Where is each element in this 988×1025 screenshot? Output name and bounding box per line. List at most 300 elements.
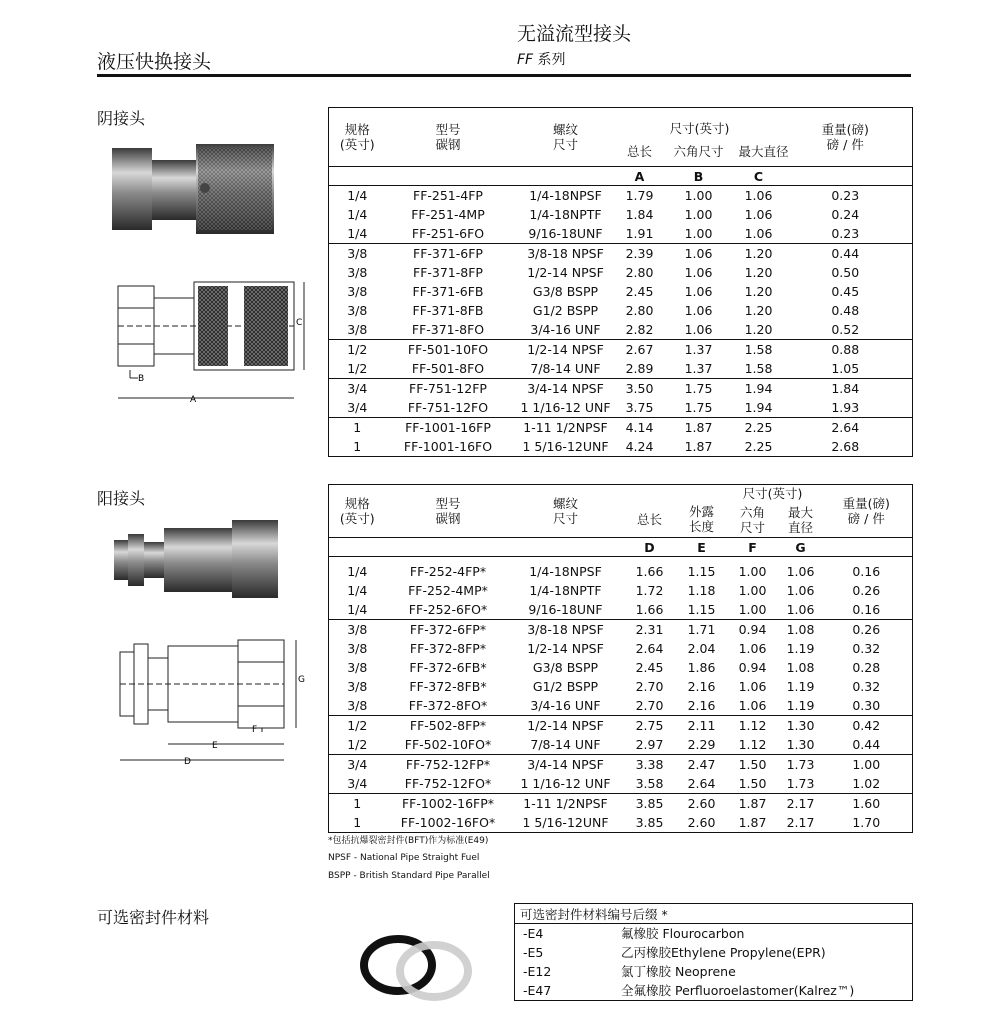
- seal-code: -E47: [523, 983, 552, 998]
- table-cell: 2.16: [687, 679, 716, 694]
- table-cell: 1/2: [347, 737, 368, 752]
- m-hdr-maxdia-2: 直径: [788, 519, 814, 535]
- table-cell: 1.75: [659, 379, 739, 399]
- female-section-label: 阴接头: [97, 109, 146, 128]
- table-cell: 7/8-14 UNF: [530, 737, 601, 752]
- table-cell: FF-251-6FO: [411, 226, 485, 241]
- table-cell: FF-1001-16FP: [386, 418, 511, 438]
- m-letter-row: [329, 538, 913, 557]
- table-cell: FF-1001-16FO: [403, 439, 493, 454]
- seal-code: -E12: [523, 964, 552, 979]
- table-cell: 0.26: [852, 583, 881, 598]
- table-cell: 1.06: [738, 641, 767, 656]
- table-cell: 1.20: [744, 303, 773, 318]
- table-cell: FF-372-6FP*: [386, 620, 511, 640]
- table-cell: 1.20: [744, 322, 773, 337]
- table-row: [329, 205, 913, 224]
- table-cell: 4.14: [621, 418, 659, 438]
- table-row: [329, 581, 913, 600]
- hdr-maxdia: 最大直径: [738, 143, 789, 159]
- table-cell: 1/2-14 NPSF: [527, 641, 604, 656]
- table-cell: 1.00: [738, 583, 767, 598]
- table-cell: 1 5/16-12UNF: [522, 815, 609, 830]
- table-cell: 0.94: [738, 660, 767, 675]
- table-cell: 1.06: [738, 698, 767, 713]
- table-cell: 1.50: [725, 755, 781, 775]
- table-cell: 1.00: [738, 602, 767, 617]
- seal-code: -E5: [523, 945, 544, 960]
- table-row: [329, 301, 913, 320]
- table-row: [329, 340, 913, 360]
- hdr-model-2: 碳钢: [435, 137, 461, 152]
- table-cell: 2.97: [635, 737, 664, 752]
- table-cell: 7/8-14 UNF: [530, 361, 601, 376]
- table-row: [329, 398, 913, 418]
- table-cell: 1.06: [786, 583, 815, 598]
- table-cell: 3.58: [635, 776, 664, 791]
- table-cell: 3/8-18 NPSF: [511, 620, 621, 640]
- hdr-weight-2: 磅 / 件: [826, 137, 864, 152]
- table-cell: 0.30: [852, 698, 881, 713]
- header-rule: [97, 74, 911, 77]
- table-cell: 1.00: [684, 207, 713, 222]
- table-cell: 1.06: [786, 602, 815, 617]
- table-cell: 2.70: [635, 698, 664, 713]
- table-cell: 1.06: [659, 244, 739, 264]
- table-cell: 1.12: [738, 737, 767, 752]
- table-cell: 1.20: [744, 284, 773, 299]
- table-cell: 1.73: [781, 755, 821, 775]
- table-cell: FF-1002-16FO*: [400, 815, 496, 830]
- dim-label-b: B: [138, 374, 145, 384]
- table-cell: 1.19: [786, 679, 815, 694]
- table-cell: 3.75: [625, 400, 654, 415]
- m-hdr-size-2: (英寸): [339, 511, 375, 526]
- table-cell: 1.72: [635, 583, 664, 598]
- table-cell: FF-752-12FP*: [386, 755, 511, 775]
- table-cell: 2.64: [779, 418, 913, 438]
- table-cell: 3/8: [347, 322, 368, 337]
- table-row: [329, 620, 913, 640]
- table-cell: 0.52: [831, 322, 860, 337]
- seal-material: 氟橡胶 Flourocarbon: [621, 926, 745, 941]
- hdr-dims-group: 尺寸(英寸): [669, 121, 730, 137]
- table-cell: 0.32: [852, 679, 881, 694]
- table-cell: 1.84: [779, 379, 913, 399]
- table-cell: 1/2: [329, 716, 386, 736]
- table-cell: 3/4: [329, 379, 386, 399]
- table-cell: 1.37: [659, 340, 739, 360]
- m-hdr-hex-1: 六角: [739, 504, 765, 520]
- table-cell: 2.47: [679, 755, 725, 775]
- table-cell: 1.06: [684, 322, 713, 337]
- table-cell: 0.45: [831, 284, 860, 299]
- letter-e: E: [679, 538, 725, 557]
- table-cell: 0.23: [831, 226, 860, 241]
- m-hdr-thread-2: 尺寸: [552, 511, 578, 526]
- m-hdr-exposed-1: 外露: [688, 504, 714, 519]
- table-cell: 3/8: [347, 641, 368, 656]
- female-dimension-drawing: [108, 278, 318, 408]
- m-hdr-weight-1: 重量(磅): [842, 496, 890, 511]
- table-cell: 0.16: [852, 564, 881, 579]
- table-cell: 1/4: [347, 583, 368, 598]
- table-cell: 0.24: [831, 207, 860, 222]
- table-cell: 3/4-16 UNF: [530, 322, 601, 337]
- table-cell: 1.06: [684, 265, 713, 280]
- table-cell: 2.11: [679, 716, 725, 736]
- table-cell: FF-251-4FP: [413, 188, 483, 203]
- table-cell: 1/2-14 NPSF: [527, 265, 604, 280]
- letter-b: B: [659, 167, 739, 186]
- male-spec-table: [328, 484, 913, 833]
- table-cell: 2.67: [621, 340, 659, 360]
- table-cell: 1/4-18NPTF: [529, 207, 602, 222]
- table-cell: 3/8-18 NPSF: [511, 244, 621, 264]
- table-cell: 3/8: [347, 265, 368, 280]
- table-cell: 0.28: [852, 660, 881, 675]
- table-cell: FF-502-8FP*: [386, 716, 511, 736]
- seal-row: [515, 981, 912, 1000]
- seal-suffix-table: [514, 903, 913, 1001]
- table-cell: 1 1/16-12 UNF: [520, 400, 611, 415]
- table-cell: 1.66: [635, 564, 664, 579]
- table-cell: 1/4: [347, 207, 368, 222]
- male-section-label: 阳接头: [97, 489, 146, 508]
- hdr-size-1: 规格: [344, 122, 370, 137]
- table-cell: G3/8 BSPP: [532, 660, 599, 675]
- table-cell: FF-372-8FO*: [408, 698, 488, 713]
- m-hdr-thread-1: 螺纹: [552, 496, 578, 511]
- table-cell: 1.73: [786, 776, 815, 791]
- table-cell: 1.94: [744, 400, 773, 415]
- table-cell: FF-251-4MP: [411, 207, 485, 222]
- seal-row: [515, 924, 912, 943]
- m-hdr-overall: 总长: [636, 512, 662, 527]
- table-row: [329, 677, 913, 696]
- hdr-model-1: 型号: [435, 122, 461, 137]
- table-cell: 0.23: [831, 188, 860, 203]
- table-cell: G3/8 BSPP: [532, 284, 599, 299]
- table-cell: 2.04: [687, 641, 716, 656]
- table-cell: 1.37: [684, 361, 713, 376]
- table-cell: 0.44: [852, 737, 881, 752]
- letter-d: D: [621, 538, 679, 557]
- table-row: [329, 320, 913, 340]
- m-hdr-hex-2: 尺寸: [739, 519, 765, 535]
- table-cell: 1.66: [635, 602, 664, 617]
- table-row: [329, 774, 913, 794]
- table-cell: G1/2 BSPP: [532, 679, 599, 694]
- table-cell: G1/2 BSPP: [532, 303, 599, 318]
- table-cell: 1/4: [347, 188, 368, 203]
- table-cell: 1-11 1/2NPSF: [511, 418, 621, 438]
- letter-c: C: [739, 167, 779, 186]
- table-cell: 1.05: [831, 361, 860, 376]
- table-cell: 0.94: [725, 620, 781, 640]
- table-cell: FF-371-6FP: [386, 244, 511, 264]
- table-row: [329, 282, 913, 301]
- table-cell: 3/4: [347, 776, 368, 791]
- hdr-hex: 六角尺寸: [673, 143, 724, 159]
- table-cell: 9/16-18UNF: [528, 602, 603, 617]
- table-row: [329, 244, 913, 264]
- table-cell: 1.02: [852, 776, 881, 791]
- table-row: [329, 658, 913, 677]
- table-cell: 2.17: [786, 815, 815, 830]
- table-cell: FF-372-8FP*: [409, 641, 487, 656]
- table-cell: FF-252-6FO*: [408, 602, 488, 617]
- table-cell: 1/2-14 NPSF: [511, 340, 621, 360]
- table-cell: 3.85: [635, 815, 664, 830]
- table-cell: 1.06: [744, 226, 773, 241]
- table-cell: 1/2: [347, 361, 368, 376]
- table-cell: 3/4-16 UNF: [530, 698, 601, 713]
- hdr-overall: 总长: [626, 143, 652, 159]
- table-cell: 1.18: [687, 583, 716, 598]
- table-row: [329, 263, 913, 282]
- table-cell: FF-371-8FB: [412, 303, 484, 318]
- dim-label-f: F: [252, 725, 258, 735]
- table-row: [329, 755, 913, 775]
- dim-label-c: C: [296, 318, 303, 328]
- table-cell: 3/8: [347, 303, 368, 318]
- letter-f: F: [725, 538, 781, 557]
- seal-rings-image: [358, 933, 478, 1003]
- table-cell: 1.58: [744, 361, 773, 376]
- table-cell: 1/4-18NPSF: [529, 564, 602, 579]
- table-cell: FF-501-8FO: [411, 361, 485, 376]
- table-cell: 3/8: [347, 660, 368, 675]
- table-cell: FF-502-10FO*: [404, 737, 492, 752]
- table-cell: 0.32: [852, 641, 881, 656]
- table-cell: 1/2-14 NPSF: [511, 716, 621, 736]
- series-label: [517, 49, 566, 69]
- table-cell: 1: [353, 439, 362, 454]
- table-row: [329, 437, 913, 457]
- table-cell: 3/8: [347, 679, 368, 694]
- table-cell: 2.60: [679, 794, 725, 814]
- page-title: 液压快换接头: [97, 51, 212, 73]
- table-cell: 1/4-18NPSF: [529, 188, 602, 203]
- table-cell: 2.25: [739, 418, 779, 438]
- table-cell: 1.70: [852, 815, 881, 830]
- m-hdr-size-1: 规格: [344, 496, 370, 511]
- table-cell: 2.29: [687, 737, 716, 752]
- table-cell: 1: [353, 815, 362, 830]
- table-cell: 1/2: [329, 340, 386, 360]
- hdr-thread-2: 尺寸: [552, 137, 578, 152]
- table-cell: FF-372-8FB*: [409, 679, 487, 694]
- table-cell: FF-372-6FB*: [409, 660, 487, 675]
- table-cell: 3/4: [347, 400, 368, 415]
- dim-label-a: A: [190, 395, 197, 405]
- table-cell: 0.26: [821, 620, 913, 640]
- table-cell: 1.06: [684, 284, 713, 299]
- table-cell: 3/8: [329, 244, 386, 264]
- seal-material: 乙丙橡胶Ethylene Propylene(EPR): [621, 945, 826, 960]
- table-cell: 1.79: [625, 188, 654, 203]
- table-row: [329, 224, 913, 244]
- table-cell: FF-252-4FP*: [409, 564, 487, 579]
- table-cell: 1.87: [725, 794, 781, 814]
- table-cell: 2.25: [744, 439, 773, 454]
- note-bft: *包括抗爆裂密封件(BFT)作为标准(E49): [328, 836, 489, 846]
- table-cell: FF-751-12FO: [407, 400, 489, 415]
- table-cell: 1/4: [347, 226, 368, 241]
- seal-section-label: 可选密封件材料: [97, 908, 210, 927]
- table-row: [329, 696, 913, 716]
- seal-material: 全氟橡胶 Perfluoroelastomer(Kalrez™): [621, 983, 855, 998]
- table-cell: FF-1002-16FP*: [386, 794, 511, 814]
- table-cell: 0.16: [852, 602, 881, 617]
- series-suffix: 系列: [533, 52, 566, 68]
- letter-row: [329, 167, 913, 186]
- table-cell: 2.64: [687, 776, 716, 791]
- table-row: [329, 186, 913, 206]
- table-cell: 4.24: [625, 439, 654, 454]
- table-cell: 1.00: [684, 226, 713, 241]
- table-row: [329, 639, 913, 658]
- table-cell: 1 1/16-12 UNF: [520, 776, 611, 791]
- table-cell: 3.85: [621, 794, 679, 814]
- table-cell: FF-752-12FO*: [404, 776, 492, 791]
- table-cell: 1.12: [725, 716, 781, 736]
- table-cell: 2.89: [625, 361, 654, 376]
- table-cell: 1 5/16-12UNF: [522, 439, 609, 454]
- table-cell: 1.30: [786, 737, 815, 752]
- table-cell: 1.20: [739, 244, 779, 264]
- table-cell: 1.86: [687, 660, 716, 675]
- product-title: 无溢流型接头: [517, 23, 632, 45]
- female-spec-table: [328, 107, 913, 457]
- table-cell: 1.30: [781, 716, 821, 736]
- table-cell: 1.00: [738, 564, 767, 579]
- table-row: [329, 359, 913, 379]
- table-cell: 2.75: [621, 716, 679, 736]
- table-cell: 1: [329, 794, 386, 814]
- m-hdr-weight-2: 磅 / 件: [847, 511, 885, 526]
- table-cell: 2.31: [621, 620, 679, 640]
- table-cell: 9/16-18UNF: [528, 226, 603, 241]
- table-cell: 1.06: [744, 207, 773, 222]
- table-cell: 2.70: [635, 679, 664, 694]
- table-cell: 1.75: [684, 400, 713, 415]
- m-hdr-model-1: 型号: [435, 496, 461, 511]
- seal-row: [515, 943, 912, 962]
- table-cell: 3/4-14 NPSF: [511, 379, 621, 399]
- table-cell: 1.87: [659, 418, 739, 438]
- table-cell: 0.50: [831, 265, 860, 280]
- table-cell: 2.68: [831, 439, 860, 454]
- table-cell: FF-371-8FP: [413, 265, 483, 280]
- table-cell: 1.94: [739, 379, 779, 399]
- table-cell: 1.06: [744, 188, 773, 203]
- table-row: [329, 813, 913, 833]
- dim-label-g: G: [298, 675, 305, 685]
- table-cell: 1/4: [347, 602, 368, 617]
- table-cell: 2.80: [625, 265, 654, 280]
- table-cell: 3/4: [329, 755, 386, 775]
- table-cell: 1.87: [684, 439, 713, 454]
- table-cell: 3.50: [621, 379, 659, 399]
- table-cell: 0.88: [779, 340, 913, 360]
- table-cell: 2.17: [781, 794, 821, 814]
- table-cell: FF-252-4MP*: [408, 583, 488, 598]
- table-cell: 1.00: [821, 755, 913, 775]
- table-cell: 1.19: [786, 641, 815, 656]
- table-cell: 1: [329, 418, 386, 438]
- table-cell: 1-11 1/2NPSF: [511, 794, 621, 814]
- table-cell: 1.06: [684, 303, 713, 318]
- table-cell: 0.44: [779, 244, 913, 264]
- table-cell: 3/8: [347, 698, 368, 713]
- hdr-thread-1: 螺纹: [552, 122, 578, 137]
- table-cell: FF-501-10FO: [386, 340, 511, 360]
- table-cell: 1.91: [625, 226, 654, 241]
- table-cell: 1/4: [347, 564, 368, 579]
- table-cell: 1.50: [738, 776, 767, 791]
- table-cell: 1.84: [625, 207, 654, 222]
- seal-table-title: 可选密封件材料编号后缀 *: [515, 904, 912, 924]
- table-cell: 1.87: [738, 815, 767, 830]
- table-cell: 0.42: [821, 716, 913, 736]
- table-cell: FF-371-8FO: [411, 322, 485, 337]
- table-cell: 2.45: [635, 660, 664, 675]
- m-hdr-maxdia-1: 最大: [788, 504, 814, 520]
- table-row: [329, 562, 913, 581]
- table-cell: 2.16: [687, 698, 716, 713]
- female-coupler-photo: [108, 138, 278, 238]
- table-cell: 1.60: [821, 794, 913, 814]
- male-nipple-photo: [112, 518, 282, 598]
- dim-label-e: E: [212, 741, 218, 751]
- table-cell: 2.82: [625, 322, 654, 337]
- table-cell: 2.64: [635, 641, 664, 656]
- table-cell: 3/4-14 NPSF: [511, 755, 621, 775]
- table-cell: 1.71: [679, 620, 725, 640]
- table-cell: 1.15: [687, 564, 716, 579]
- hdr-weight-1: 重量(磅): [821, 122, 869, 137]
- table-cell: 1/4-18NPTF: [529, 583, 602, 598]
- table-cell: 2.45: [625, 284, 654, 299]
- hdr-size-2: (英寸): [339, 137, 375, 152]
- letter-g: G: [781, 538, 821, 557]
- seal-code: -E4: [523, 926, 544, 941]
- note-npsf: NPSF - National Pipe Straight Fuel: [328, 853, 480, 863]
- table-cell: 1.06: [786, 564, 815, 579]
- table-cell: 1.15: [687, 602, 716, 617]
- table-row: [329, 600, 913, 620]
- table-cell: 3/8: [347, 284, 368, 299]
- seal-material: 氯丁橡胶 Neoprene: [621, 964, 736, 979]
- m-hdr-exposed-2: 长度: [688, 519, 714, 534]
- table-cell: 2.60: [687, 815, 716, 830]
- table-cell: 1.08: [781, 620, 821, 640]
- table-cell: 1.06: [738, 679, 767, 694]
- table-row: [329, 716, 913, 736]
- table-row: [329, 379, 913, 399]
- note-bspp: BSPP - British Standard Pipe Parallel: [328, 871, 490, 881]
- table-cell: 0.48: [831, 303, 860, 318]
- table-row: [329, 418, 913, 438]
- m-hdr-dims-group: 尺寸(英寸): [742, 486, 803, 502]
- table-cell: 3.38: [621, 755, 679, 775]
- table-cell: 1.08: [786, 660, 815, 675]
- table-row: [329, 794, 913, 814]
- table-cell: 1.19: [786, 698, 815, 713]
- dim-label-d: D: [184, 757, 191, 767]
